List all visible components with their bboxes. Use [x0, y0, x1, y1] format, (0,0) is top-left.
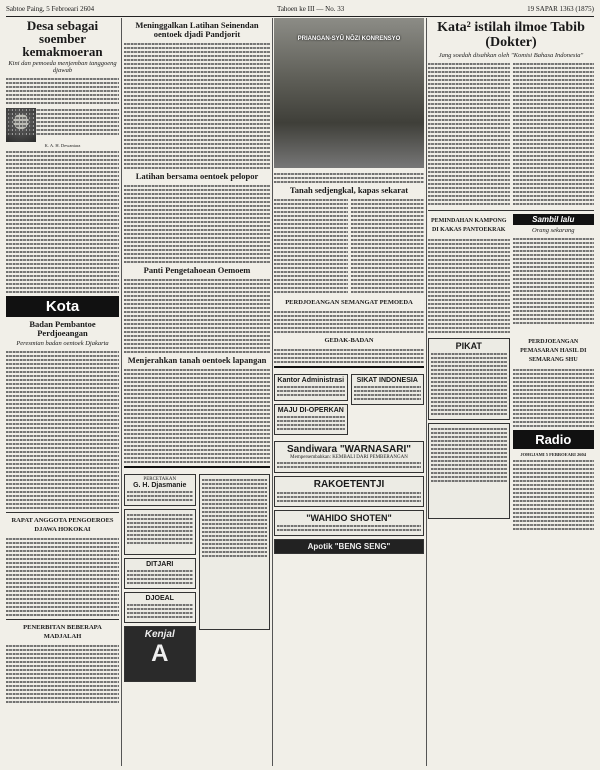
radio-banner: Radio [513, 430, 595, 449]
subhead-desa: Kini dan pemoeda menjemban tanggoeng djawab [8, 60, 117, 74]
headline-latihan: Latihan bersama oentoek pelopor [135, 171, 259, 181]
article-rapat-title: RAPAT ANGGOTA PENGOEROES DJAWA HOKOKAI [11, 517, 114, 533]
ad-warnasari: Sandiwara "WARNASARI" Mempersembahkan: KEMBALI DARI PEMBERANGAN [274, 441, 424, 473]
ad-sikat: SIKAT INDONESIA [351, 374, 425, 405]
column-1 [6, 18, 119, 766]
ad-djoeal: DJOEAL [124, 592, 196, 623]
column-3 [274, 18, 424, 766]
kota-article-title: Badan Pembantoe Perdjoeangan [29, 319, 96, 338]
subhead-orang-sekarang: Orang sekarang [532, 227, 575, 234]
kota-article-sub: Peresmian badan oentoek Djakarta [16, 340, 109, 347]
photo-banner-text: PRIANGAN-SYÛ NÔZI KONRENSYO [297, 36, 401, 42]
ad-percetakan: PERCETAKAN G. H. Djasmanie [124, 474, 196, 506]
ad-apotik: Apotik "BENG SENG" [274, 539, 424, 554]
headline-kata-istilah: Kata² istilah ilmoe Tabib (Dokter) [437, 20, 585, 50]
headline-panti: Panti Pengetahoean Oemoem [143, 265, 251, 275]
column-4 [428, 18, 594, 766]
column-2 [124, 18, 270, 766]
sambil-lalu-banner: Sambil lalu [513, 214, 595, 225]
headline-gedak: GEDAK-BADAN [324, 337, 374, 344]
headline-pemoeda: PERDJOEANGAN SEMANGAT PEMOEDA [285, 299, 413, 306]
radio-subhead: JOHGJAMI 5 FEBROEARI 2604 [520, 452, 587, 457]
ad-rakoetentji: RAKOETENTJI [274, 476, 424, 507]
masthead [6, 4, 594, 17]
headline-tanah-sedjengkal: Tanah sedjengkal, kapas sekarat [289, 185, 409, 195]
kota-banner: Kota [6, 296, 119, 317]
ad-column-right [199, 474, 271, 630]
headline-tanah: Menjerahkan tanah oentoek lapangan [127, 355, 267, 365]
masthead-calendar: 19 SAPAR 1363 (1875) [527, 5, 594, 13]
ad-list [124, 509, 196, 555]
headline-semarang: PERDJOEANGAN PEMASARAN HASIL DI SEMARANG SHU [520, 339, 587, 363]
masthead-date: Sabtoe Paing, 5 Febroeari 2604 [6, 5, 95, 13]
subhead-kata-istilah: Jang soedah disahkan oleh "Komisi Bahasa Indonesia" [438, 52, 584, 59]
headline-seinendan: Meninggalkan Latihan Seinendan oentoek djadi Pandjorit [135, 20, 259, 39]
headline-desa: Desa sebagai soember kemakmoeran [22, 18, 103, 59]
columns [6, 18, 594, 766]
ad-pikat: PIKAT [428, 338, 510, 420]
ad-ditjari: DITJARI [124, 558, 196, 589]
portrait-caption: K. A. H. Dewantara [44, 143, 81, 148]
farmers-photo [274, 18, 424, 168]
ad-wahido: "WAHIDO SHOTEN" [274, 510, 424, 536]
ad-maju: MAJU DI-OPERKAN [274, 404, 348, 435]
ad-kantor: Kantor Administrasi [274, 374, 348, 401]
ad-kenjal: Kenjal A [124, 626, 196, 682]
article-madjalah-title: PENERBITAN BEBERAPA MADJALAH [23, 624, 102, 640]
headline-pemindahan: PEMINDAHAN KAMPONG DI KAKAS PANTOEKRAK [431, 218, 507, 233]
masthead-issue: Tahoen ke III — No. 33 [277, 5, 345, 13]
ad-listing [428, 423, 510, 519]
